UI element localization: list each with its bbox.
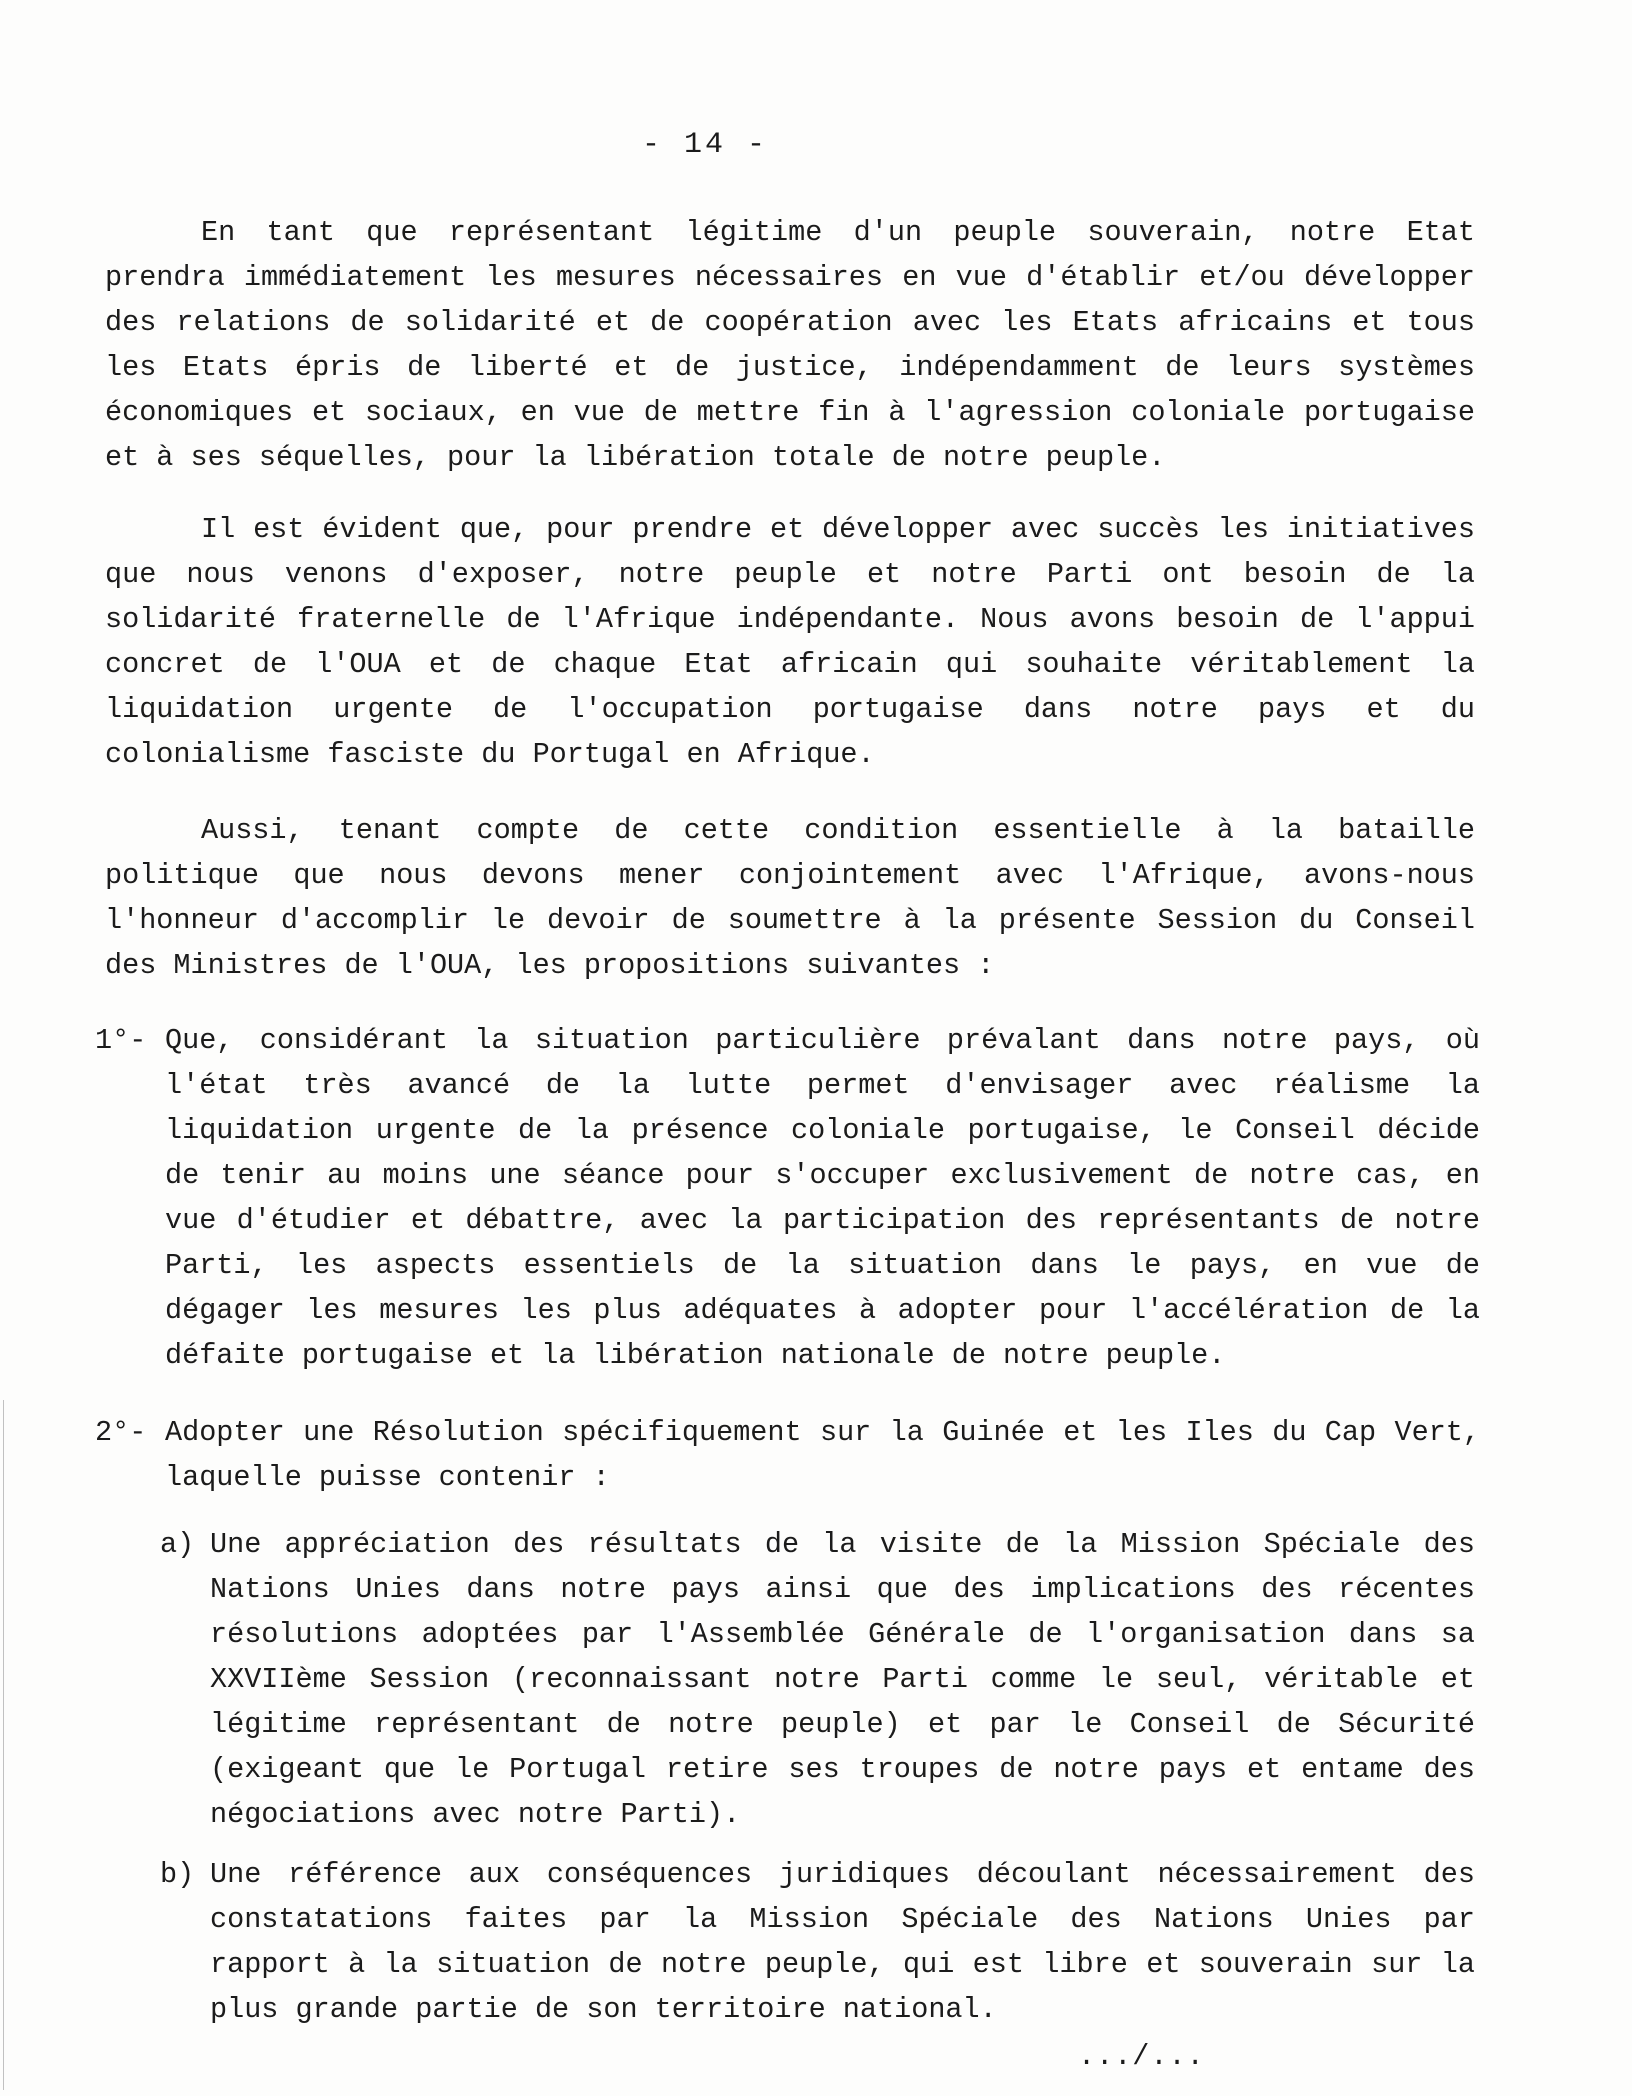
proposal-1-text: Que, considérant la situation particulière prévalant dans notre pays, où l'état très avancé de la lutte permet d'envisager avec réalisme la liquidation urgente de la présence coloniale portugaise, le Conseil décide de tenir au moins une séance pour s'occuper exclusivement de notre cas, en vue d'étudier et débattre, avec la participation des représentants de notre Parti, les aspects essentiels de la situation dans le pays, en vue de dégager les mesures les plus adéquates à adopter pour l'accélération de la défaite portugaise et la libération nationale de notre peuple. (165, 1024, 1480, 1372)
paragraph-3: Aussi, tenant compte de cette condition essentielle à la bataille politique que nous devons mener conjointement avec l'Afrique, avons-nous l'honneur d'accomplir le devoir de soumettre à la présente Session du Conseil des Ministres de l'OUA, les propositions suivantes : (105, 814, 1475, 982)
sub-item-a (160, 1522, 1475, 1837)
sub-item-b (160, 1852, 1475, 2032)
paragraph-1: En tant que représentant légitime d'un peuple souverain, notre Etat prendra immédiatement les mesures nécessaires en vue d'établir et/ou développer des relations de solidarité et de coopération avec les Etats africains et tous les Etats épris de liberté et de justice, indépendamment de leurs systèmes économiques et sociaux, en vue de mettre fin à l'agression coloniale portugaise et à ses séquelles, pour la libération totale de notre peuple. (105, 216, 1475, 474)
proposal-2 (95, 1410, 1480, 1500)
sub-item-b-marker: b) (160, 1858, 195, 1891)
proposal-1 (95, 1018, 1480, 1378)
proposal-2-text: Adopter une Résolution spécifiquement sur la Guinée et les Iles du Cap Vert, laquelle puisse contenir : (165, 1416, 1480, 1494)
paragraph-2: Il est évident que, pour prendre et développer avec succès les initiatives que nous venons d'exposer, notre peuple et notre Parti ont besoin de la solidarité fraternelle de l'Afrique indépendante. Nous avons besoin de l'appui concret de l'OUA et de chaque Etat africain qui souhaite véritablement la liquidation urgente de l'occupation portugaise dans notre pays et du colonialisme fasciste du Portugal en Afrique. (105, 513, 1475, 771)
scan-margin-line (3, 1400, 4, 2090)
proposal-2-marker: 2°- (95, 1416, 147, 1449)
sub-item-b-text: Une référence aux conséquences juridiques découlant nécessairement des constatations faites par la Mission Spéciale des Nations Unies par rapport à la situation de notre peuple, qui est libre et souverain sur la plus grande partie de son territoire national. (210, 1858, 1475, 2026)
sub-item-a-marker: a) (160, 1528, 195, 1561)
sub-item-a-text: Une appréciation des résultats de la visite de la Mission Spéciale des Nations Unies dans notre pays ainsi que des implications des récentes résolutions adoptées par l'Assemblée Générale de l'organisation dans sa XXVIIème Session (reconnaissant notre Parti comme le seul, véritable et légitime représentant de notre peuple) et par le Conseil de Sécurité (exigeant que le Portugal retire ses troupes de notre pays et entame des négociations avec notre Parti). (210, 1528, 1475, 1831)
proposal-1-marker: 1°- (95, 1024, 147, 1057)
page-number: - 14 - (641, 128, 769, 162)
continuation-mark: .../... (1078, 2040, 1205, 2073)
